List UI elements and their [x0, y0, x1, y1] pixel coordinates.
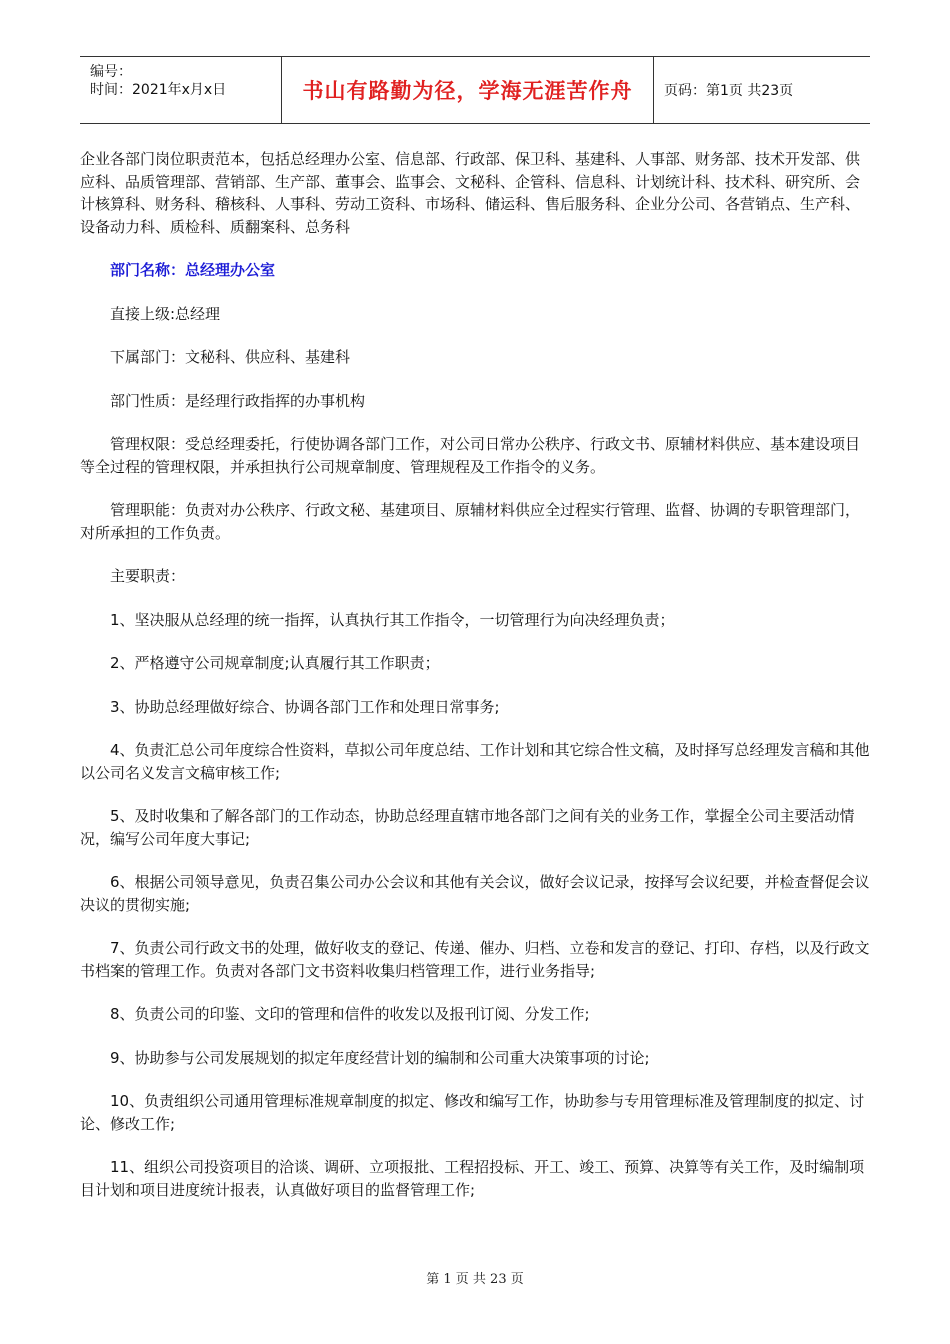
header-meta [80, 57, 282, 123]
management-authority: 管理权限：受总经理委托，行使协调各部门工作，对公司日常办公秩序、行政文书、原辅材料供应、基本建设项目等全过程的管理权限，并承担执行公司规章制度、管理规程及工作指令的义务。 [80, 435, 861, 476]
duty-item: 7、负责公司行政文书的处理，做好收支的登记、传递、催办、归档、立卷和发言的登记、打印、存档，以及行政文书档案的管理工作。负责对各部门文书资料收集归档管理工作，进行业务指导; [80, 939, 870, 980]
duty-item: 3、协助总经理做好综合、协调各部门工作和处理日常事务; [110, 697, 500, 716]
document-body [80, 148, 870, 1222]
direct-superior: 直接上级:总经理 [110, 304, 221, 323]
duty-item: 11、组织公司投资项目的洽谈、调研、立项报批、工程招投标、开工、竣工、预算、决算等有关工作，及时编制项目计划和项目进度统计报表，认真做好项目的监督管理工作; [80, 1158, 865, 1199]
number-label: 编号： [90, 64, 132, 80]
department-nature: 部门性质：是经理行政指挥的办事机构 [110, 391, 366, 410]
duty-item: 4、负责汇总公司年度综合性资料，草拟公司年度总结、工作计划和其它综合性文稿，及时择写总经理发言稿和其他以公司名义发言文稿审核工作; [80, 741, 870, 782]
duty-item: 2、严格遵守公司规章制度;认真履行其工作职责； [110, 654, 440, 672]
header-motto-cell [282, 57, 654, 123]
duty-item: 9、协助参与公司发展规划的拟定年度经营计划的编制和公司重大决策事项的讨论; [110, 1048, 650, 1067]
management-function: 管理职能：负责对办公秩序、行政文秘、基建项目、原辅材料供应全过程实行管理、监督、协调的专职管理部门，对所承担的工作负责。 [80, 501, 861, 542]
duty-item: 8、负责公司的印鉴、文印的管理和信件的收发以及报刊订阅、分发工作; [110, 1005, 590, 1023]
duty-item: 6、根据公司领导意见，负责召集公司办公会议和其他有关会议，做好会议记录，按择写会议纪要，并检查督促会议决议的贯彻实施; [80, 873, 870, 914]
intro-paragraph: 企业各部门岗位职责范本，包括总经理办公室、信息部、行政部、保卫科、基建科、人事部、财务部、技术开发部、供应科、品质管理部、营销部、生产部、董事会、监事会、文秘科、企管科、信息科、计划统计科、技术科、研究所、会计核算科、财务科、稽核科、人事科、劳动工资科、市场科、储运科、售后服务科、企业分公司、各营销点、生产科、设备动力科、质检科、质翻案科、总务科 [80, 150, 861, 236]
header-page-info: 页码：第1页 共23页 [664, 83, 794, 99]
time-label: 时间：2021年x月x日 [90, 82, 227, 98]
duties-title: 主要职责： [110, 567, 186, 585]
subordinate-departments: 下属部门：文秘科、供应科、基建科 [110, 348, 351, 366]
page-footer: 第 1 页 共 23 页 [426, 1272, 524, 1287]
duty-item: 5、及时收集和了解各部门的工作动态，协助总经理直辖市地各部门之间有关的业务工作，掌握全公司主要活动情况，编写公司年度大事记; [80, 807, 855, 848]
page-header [80, 56, 870, 124]
motto: 书山有路勤为径，学海无涯苦作舟 [302, 78, 633, 103]
duty-item: 1、坚决服从总经理的统一指挥，认真执行其工作指令，一切管理行为向决经理负责； [110, 610, 675, 629]
duty-item: 10、负责组织公司通用管理标准规章制度的拟定、修改和编写工作，协助参与专用管理标准及管理制度的拟定、讨论、修改工作; [80, 1092, 865, 1133]
department-name: 部门名称：总经理办公室 [110, 261, 276, 279]
